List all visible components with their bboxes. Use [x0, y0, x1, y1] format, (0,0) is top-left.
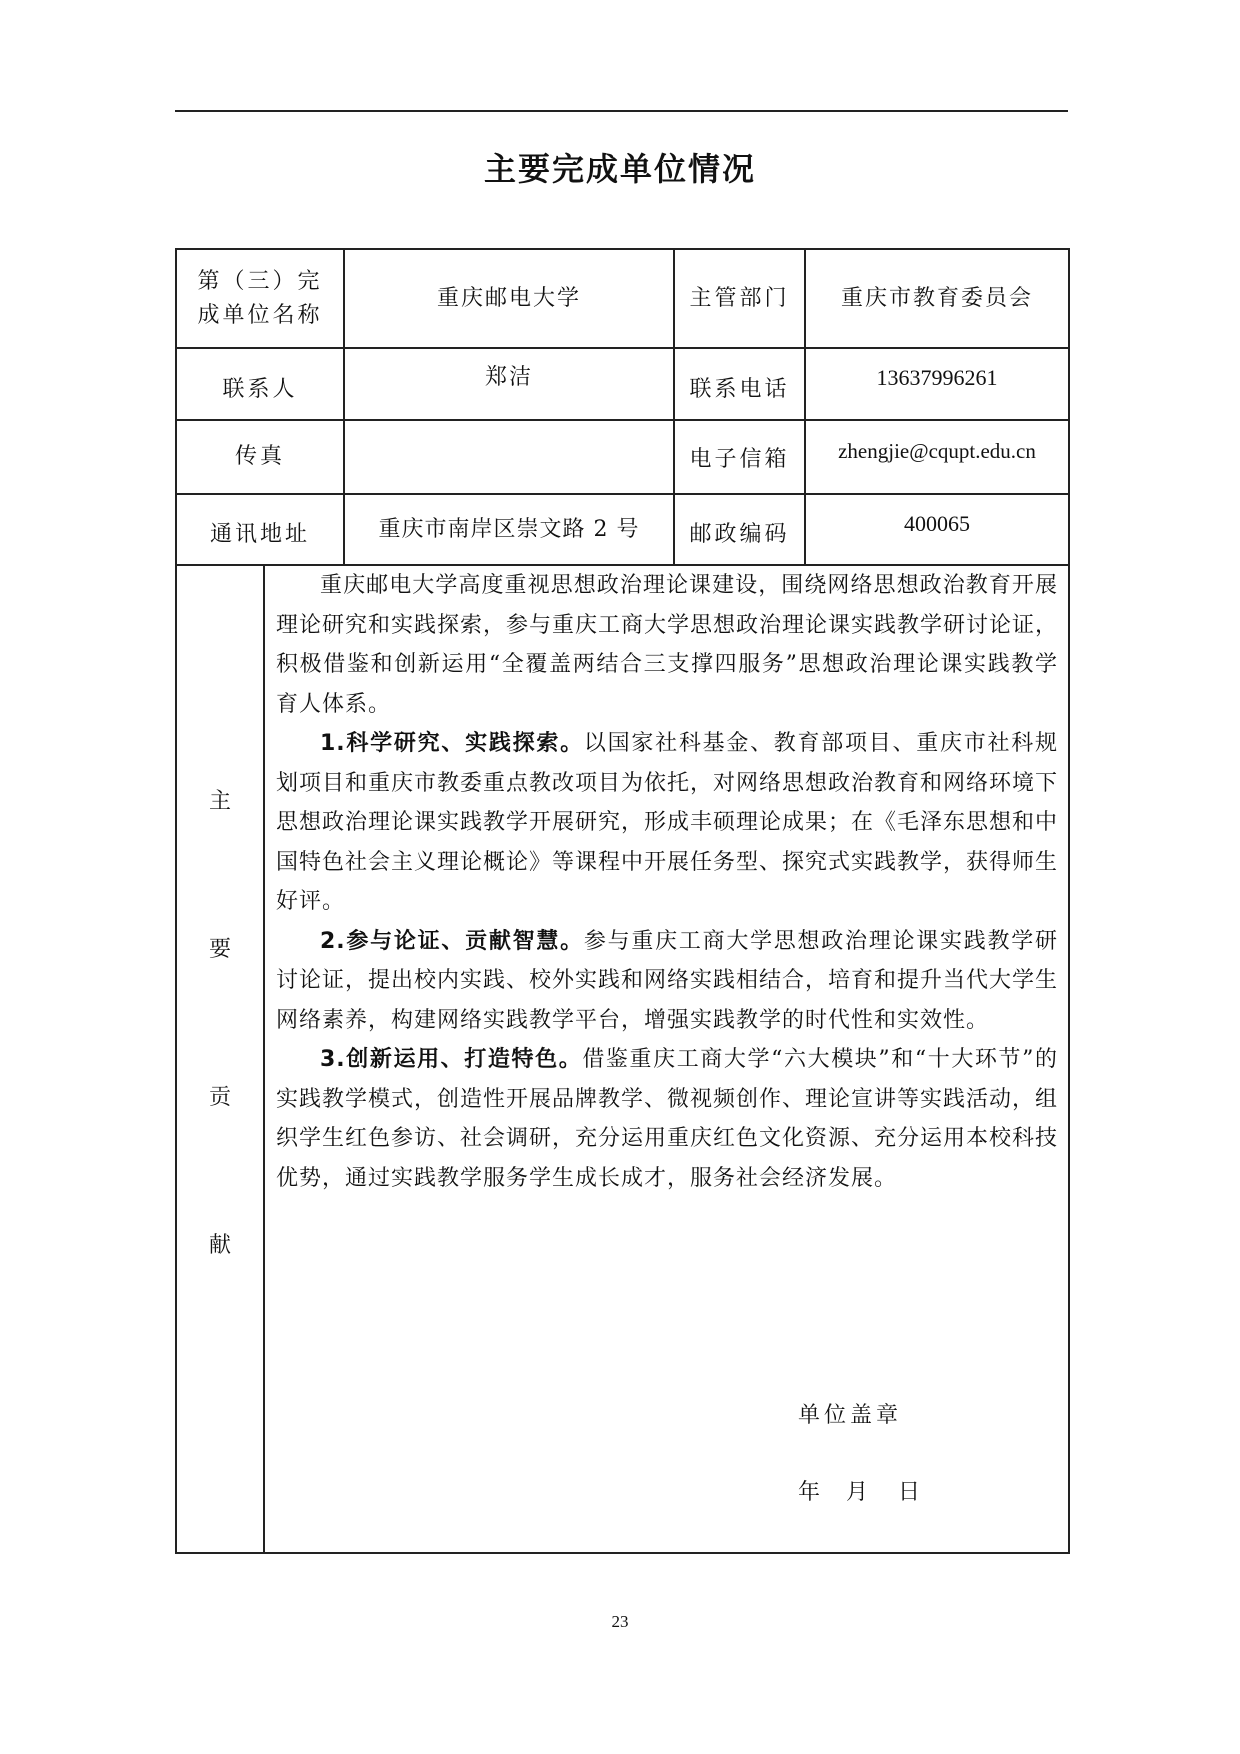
page-number: 23	[611, 1612, 629, 1631]
side-char: 要	[208, 937, 231, 962]
table-line	[1068, 248, 1070, 1554]
email-value: zhengjie@cqupt.edu.cn	[838, 439, 1036, 463]
table-line	[175, 1552, 1070, 1554]
paragraph-2-heading: 2.参与论证、贡献智慧。	[320, 928, 584, 954]
paragraph-2	[276, 922, 1058, 1041]
fax-value	[345, 421, 673, 493]
unit-name-value: 重庆邮电大学	[436, 285, 581, 311]
side-char: 贡	[208, 1085, 231, 1110]
department-value: 重庆市教育委员会	[840, 285, 1033, 311]
contribution-side-label	[176, 566, 264, 1552]
email-label: 电子信箱	[689, 447, 790, 472]
paragraph-3	[276, 1040, 1058, 1198]
paragraph-2-body: 参与重庆工商大学思想政治理论课实践教学研讨论证，提出校内实践、校外实践和网络实践相结合，培育和提升当代大学生网络素养，构建网络实践教学平台，增强实践教学的时代性和实效性。	[276, 928, 1059, 1033]
unit-seal-label: 单位盖章	[798, 1403, 903, 1428]
date-day: 日	[898, 1480, 921, 1505]
address-value: 重庆市南岸区崇文路 2 号	[378, 516, 640, 542]
contribution-text	[276, 566, 1058, 1198]
paragraph-1-body: 以国家社科基金、教育部项目、重庆市社科规划项目和重庆市教委重点教改项目为依托，对网络思想政治教育和网络环境下思想政治理论课实践教学开展研究，形成丰硕理论成果；在《毛泽东思想和中国特色社会主义理论概论》等课程中开展任务型、探究式实践教学，获得师生好评。	[276, 731, 1059, 914]
contact-label: 联系人	[222, 377, 298, 402]
paragraph-1-heading: 1.科学研究、实践探索。	[320, 731, 584, 756]
postcode-label: 邮政编码	[689, 521, 790, 547]
contact-value: 郑洁	[484, 365, 533, 390]
unit-name-label: 第（三）完成单位名称	[197, 268, 323, 328]
paragraph-3-body: 借鉴重庆工商大学“六大模块”和“十大环节”的实践教学模式，创造性开展品牌教学、微视频创作、理论宣讲等实践活动，组织学生红色参访、社会调研，充分运用重庆红色文化资源、充分运用本校科技优势，通过实践教学服务学生成长成才，服务社会经济发展。	[276, 1047, 1059, 1191]
side-char: 主	[208, 789, 231, 814]
date-year: 年	[798, 1480, 821, 1505]
date-month: 月	[846, 1480, 869, 1505]
paragraph-1	[276, 724, 1058, 922]
postcode-value: 400065	[904, 510, 970, 536]
paragraph-3-heading: 3.创新运用、打造特色。	[320, 1047, 583, 1072]
intro-paragraph: 重庆邮电大学高度重视思想政治理论课建设，围绕网络思想政治教育开展理论研究和实践探索，参与重庆工商大学思想政治理论课实践教学研讨论证，积极借鉴和创新运用“全覆盖两结合三支撑四服务”思想政治理论课实践教学育人体系。	[276, 573, 1059, 717]
fax-label: 传真	[234, 444, 285, 469]
address-label: 通讯地址	[209, 521, 310, 547]
phone-value: 13637996261	[876, 365, 998, 390]
phone-label: 联系电话	[689, 377, 790, 402]
side-char: 献	[208, 1233, 231, 1258]
page-title: 主要完成单位情况	[483, 150, 756, 188]
department-label: 主管部门	[689, 285, 790, 311]
